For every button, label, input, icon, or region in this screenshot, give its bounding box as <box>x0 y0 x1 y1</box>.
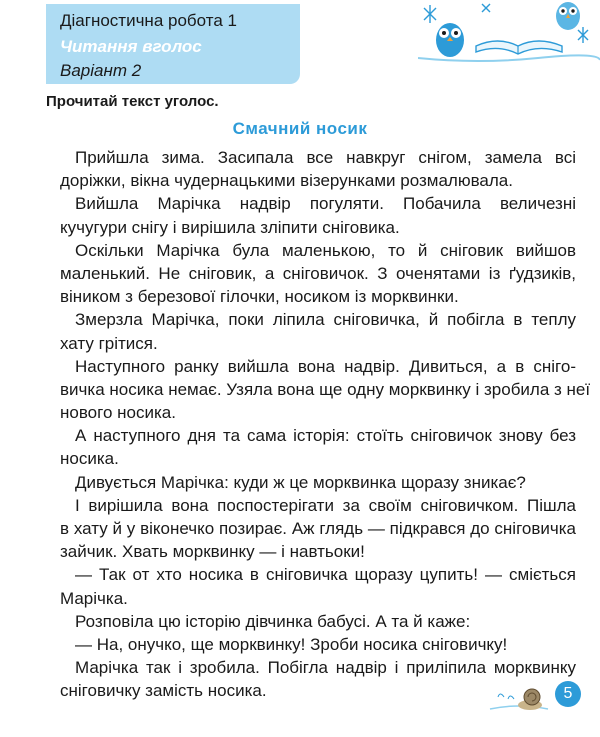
story-line: Дивується Марічка: куди ж це морквинка щоразу зникає? <box>75 472 526 492</box>
page-number: 5 <box>555 681 581 707</box>
story-line: Марічка так і зробила. Побігла надвір і приліпила морквинку <box>75 658 576 678</box>
open-book-icon <box>476 41 562 54</box>
story-line: нового носика. <box>60 403 176 423</box>
story-line: Розповіла цю історію дівчинка бабусі. А та й каже: <box>75 611 471 631</box>
story-line: Оскільки Марічка була маленькою, то й сніговик вийшов <box>75 240 576 260</box>
story-line: Марічка. <box>60 588 128 608</box>
story-line: Наступного ранку вийшла вона надвір. Дивиться, а в сніго- <box>75 356 576 376</box>
story-line: — На, онучко, ще морквинку! Зроби носика сніговичку! <box>75 634 508 654</box>
story-line: маленький. Не сніговик, а сніговичок. З оченятами із ґудзиків, <box>60 263 576 283</box>
story-line: кучугури снігу і вирішила зліпити сніговика. <box>60 217 400 237</box>
story-text <box>60 146 591 703</box>
story-title: Смачний носик <box>232 119 368 138</box>
story-line: доріжки, вікна чудернацькими візерунками розмалювала. <box>60 171 513 191</box>
section-label: Читання вголос <box>60 37 202 56</box>
work-label: Діагностична робота 1 <box>60 11 237 30</box>
story-line: І вирішила вона поспостерігати за своїм сніговичком. Пішла <box>75 495 576 515</box>
story-line: віником з березової гілочки, носиком із морквинки. <box>60 287 459 307</box>
story-line: зайчик. Хвать морквинку — і навтьоки! <box>60 542 365 562</box>
story-line: вичка носика немає. Узяла вона ще одну морквинку і зробила з неї <box>60 379 591 399</box>
header-box <box>46 4 300 84</box>
variant-label: Варіант 2 <box>60 61 142 80</box>
story-line: Прийшла зима. Засипала все навкруг снігом, замела всі <box>75 148 576 167</box>
story-line: Вийшла Марічка надвір погуляти. Побачила величезні <box>75 194 576 214</box>
instruction: Прочитай текст уголос. <box>46 93 219 110</box>
owl-book-decoration <box>418 0 600 64</box>
story-line: хату грітися. <box>60 333 158 353</box>
snail-icon <box>488 675 600 715</box>
story-line: в хату й у віконечко позирає. Аж глядь — підкрався до сніговичка <box>60 519 576 538</box>
story-line: носика. <box>60 449 119 469</box>
story-line: Змерзла Марічка, поки ліпила сніговичка, й побігла в теплу <box>75 310 576 330</box>
story-line: А наступного дня та сама історія: стоїть сніговичок знову без <box>75 426 576 446</box>
story-line: — Так от хто носика в сніговичка щоразу цупить! — сміється <box>75 565 576 585</box>
story-line: сніговичку замість носика. <box>60 681 267 701</box>
